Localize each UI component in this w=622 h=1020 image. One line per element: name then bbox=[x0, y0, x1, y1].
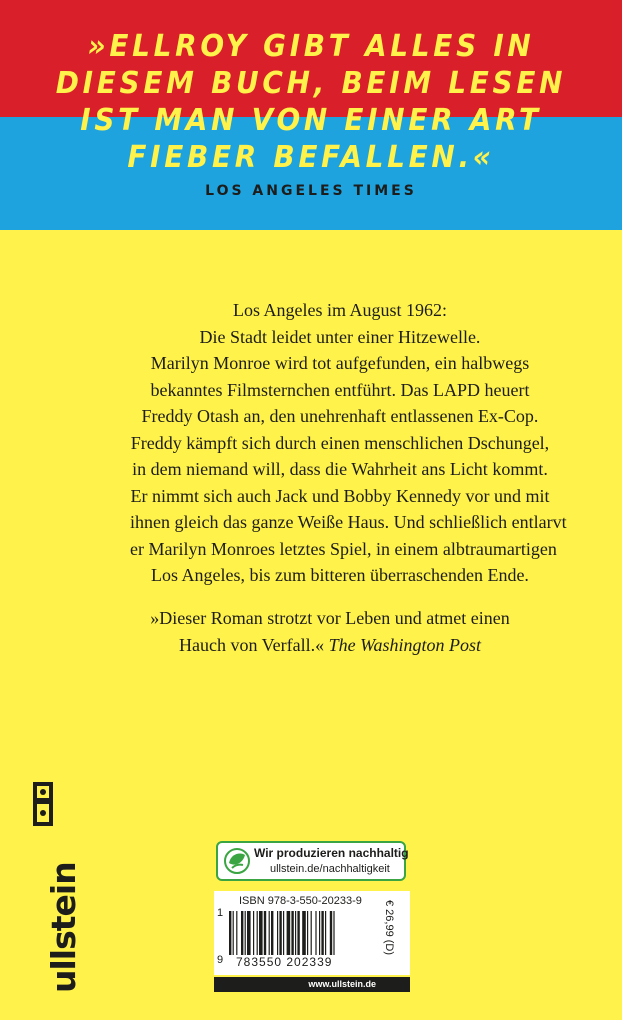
headline-line: »ELLROY GIBT ALLES IN bbox=[87, 29, 535, 64]
isbn-number: ISBN 978-3-550-20233-9 bbox=[239, 895, 362, 907]
barcode-bar bbox=[297, 911, 299, 955]
blurb-line: Freddy kämpft sich durch einen menschlichen Dschungel, bbox=[130, 432, 550, 453]
barcode-bars bbox=[229, 911, 389, 961]
barcode-lead-digit: 9 bbox=[217, 954, 224, 966]
barcode-box bbox=[214, 891, 410, 975]
barcode-bar bbox=[333, 911, 334, 955]
barcode-bar bbox=[253, 911, 254, 955]
headline-line: DIESEM BUCH, BEIM LESEN bbox=[55, 66, 567, 101]
barcode-bar bbox=[315, 911, 316, 955]
barcode-bar bbox=[271, 911, 273, 955]
barcode-bar bbox=[279, 911, 281, 955]
barcode-bar bbox=[269, 911, 270, 955]
blurb-text bbox=[130, 297, 567, 589]
headline-source: LOS ANGELES TIMES bbox=[205, 183, 417, 199]
press-quote-text: Hauch von Verfall.« bbox=[179, 634, 325, 655]
barcode-bar bbox=[311, 911, 312, 955]
barcode-bar bbox=[291, 911, 293, 955]
barcode-first-digit: 1 bbox=[217, 907, 224, 919]
barcode-bar bbox=[287, 911, 291, 955]
barcode-bar bbox=[330, 911, 332, 955]
barcode-bar bbox=[283, 911, 284, 955]
blurb-line: Marilyn Monroe wird tot aufgefunden, ein halbwegs bbox=[150, 353, 530, 373]
barcode-bar bbox=[233, 911, 234, 955]
headline-quote bbox=[0, 28, 622, 176]
blurb-line: Los Angeles, bis zum bitteren überraschenden Ende. bbox=[151, 565, 529, 585]
eco-badge bbox=[216, 841, 409, 881]
press-quote-line: »Dieser Roman strotzt vor Leben und atmet einen bbox=[150, 608, 510, 628]
barcode-bar bbox=[325, 911, 326, 955]
leaf-globe-icon bbox=[223, 847, 251, 875]
headline-line: IST MAN VON EINER ART bbox=[80, 103, 542, 138]
eco-badge-title: Wir produzieren nachhaltig bbox=[254, 846, 409, 860]
press-quote-line bbox=[110, 632, 550, 659]
barcode-bar bbox=[321, 911, 323, 955]
barcode-bar bbox=[247, 911, 251, 955]
website-link[interactable]: www.ullstein.de bbox=[214, 977, 410, 992]
headline-line: FIEBER BEFALLEN.« bbox=[127, 140, 495, 175]
blurb-line: ihnen gleich das ganze Weiße Haus. Und schließlich entlarvt bbox=[130, 512, 567, 532]
barcode-bar bbox=[295, 911, 296, 955]
blurb-line: Los Angeles im August 1962: bbox=[232, 300, 447, 320]
barcode-bar bbox=[302, 911, 306, 955]
press-quote-source: The Washington Post bbox=[328, 634, 481, 655]
price-label: € 26,99 (D) bbox=[383, 900, 395, 956]
barcode-bar bbox=[245, 911, 246, 955]
barcode-bar bbox=[277, 911, 278, 955]
barcode-digits: 783550 202339 bbox=[236, 955, 333, 969]
press-quote bbox=[110, 605, 550, 658]
blurb-line: er Marilyn Monroes letztes Spiel, in einem albtraumartigen bbox=[130, 538, 557, 559]
blurb-line: Freddy Otash an, den unehrenhaft entlassenen Ex-Cop. bbox=[141, 406, 539, 426]
barcode-bar bbox=[229, 911, 231, 955]
barcode-bar bbox=[259, 911, 263, 955]
owl-icon bbox=[30, 775, 56, 831]
blurb-line: Die Stadt leidet unter einer Hitzewelle. bbox=[199, 326, 481, 347]
barcode-bar bbox=[264, 911, 266, 955]
blurb-line: Er nimmt sich auch Jack und Bobby Kennedy vor und mit bbox=[130, 485, 550, 506]
barcode-bar bbox=[307, 911, 308, 955]
publisher-logo: ullstein bbox=[44, 862, 83, 993]
blurb-line: bekanntes Filmsternchen entführt. Das LAPD heuert bbox=[150, 379, 530, 400]
barcode-bar bbox=[236, 911, 237, 955]
blurb-line: in dem niemand will, dass die Wahrheit ans Licht kommt. bbox=[132, 459, 548, 479]
barcode-bar bbox=[257, 911, 258, 955]
eco-badge-url[interactable]: ullstein.de/nachhaltigkeit bbox=[270, 863, 390, 875]
barcode-bar bbox=[241, 911, 243, 955]
barcode-bar bbox=[319, 911, 320, 955]
